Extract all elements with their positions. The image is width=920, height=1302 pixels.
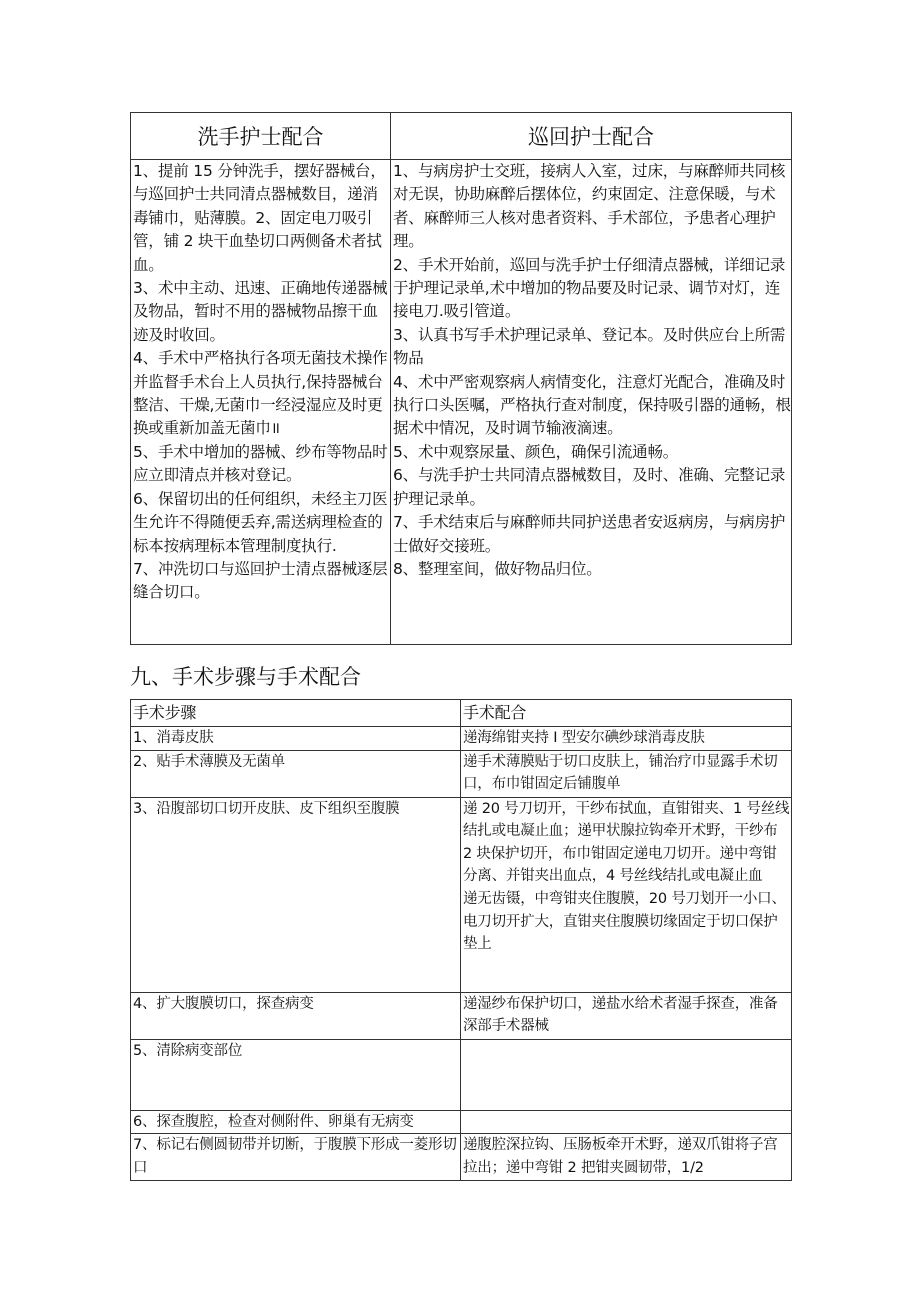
circulating-item: 1、与病房护士交班，接病人入室，过床，与麻醉师共同核对无误，协助麻醉后摆体位，约束固定、注意保暖，与术者、麻醉师三人核对患者资料、手术部位，予患者心理护理。 bbox=[393, 162, 786, 251]
step-cell: 5、清除病变部位 bbox=[131, 1039, 461, 1110]
step-cell: 2、贴手术薄膜及无菌单 bbox=[131, 750, 461, 797]
circulating-item: 8、整理室间，做好物品归位。 bbox=[393, 559, 602, 578]
table-row bbox=[131, 1110, 792, 1134]
circulating-item: 4、术中严密观察病人病情变化，注意灯光配合，准确及时执行口头医嘱，严格执行查对制度，保持吸引器的通畅，根据术中情况，及时调节输液滴速。 bbox=[393, 372, 791, 438]
cooperation-cell bbox=[461, 750, 792, 797]
table-row bbox=[131, 727, 792, 751]
step-cell: 4、扩大腹膜切口，探查病变 bbox=[131, 992, 461, 1039]
scrub-nurse-cell bbox=[131, 160, 391, 645]
surgery-steps-table bbox=[130, 699, 792, 1181]
scrub-item: 4、手术中严格执行各项无菌技术操作并监督手术台上人员执行,保持器械台整洁、干燥,无菌巾一经浸湿应及时更换或重新加盖无菌巾॥ bbox=[133, 349, 388, 438]
cooperation-text: 递腹腔深拉钩、压肠板牵开术野，递双爪钳将子宫拉出；递中弯钳 2 把钳夹圆韧带，1/2 bbox=[463, 1137, 778, 1176]
cooperation-text: 递手术薄膜贴于切口皮肤上，铺治疗巾显露手术切口，布巾钳固定后铺腹单 bbox=[463, 753, 778, 793]
table-row bbox=[131, 750, 792, 797]
step-cell: 6、探查腹腔，检查对侧附件、卵巢有无病变 bbox=[131, 1110, 461, 1134]
nurse-table-header-row bbox=[131, 113, 792, 160]
circulating-item: 2、手术开始前，巡回与洗手护士仔细清点器械，详细记录于护理记录单,术中增加的物品要及时记录、调节对灯，连接电刀.吸引管道。 bbox=[393, 255, 786, 321]
step-column-header: 手术步骤 bbox=[131, 700, 461, 727]
circulating-item: 7、手术结束后与麻醉师共同护送患者安返病房，与病房护士做好交接班。 bbox=[393, 513, 786, 555]
scrub-item: 5、手术中增加的器械、纱布等物品时应立即清点并核对登记。 bbox=[133, 442, 388, 485]
circulating-item: 5、术中观察尿量、颜色，确保引流通畅。 bbox=[393, 442, 679, 461]
cooperation-text: 递湿纱布保护切口，递盐水给术者湿手探查，准备深部手术器械 bbox=[463, 995, 778, 1035]
table-row bbox=[131, 992, 792, 1039]
cooperation-text: 递海绵钳夹持 I 型安尔碘纱球消毒皮肤 bbox=[463, 730, 705, 746]
cooperation-cell bbox=[461, 797, 792, 992]
cooperation-cell bbox=[461, 727, 792, 751]
cooperation-column-header: 手术配合 bbox=[461, 700, 792, 727]
cooperation-text: 递无齿镊，中弯钳夹住腹膜，20 号刀划开一小口、电刀切开扩大，直钳夹住腹膜切缘固定于切口保护垫上 bbox=[463, 890, 786, 953]
scrub-item: 3、术中主动、迅速、正确地传递器械及物品，暂时不用的器械物品擦干血迹及时收回。 bbox=[133, 279, 388, 344]
nurse-cooperation-table bbox=[130, 112, 792, 645]
section-title: 九、手术步骤与手术配合 bbox=[130, 665, 361, 689]
cooperation-text: 递 20 号刀切开，干纱布拭血，直钳钳夹、1 号丝线结扎或电凝止血；递甲状腺拉钩牵开术野，干纱布 2 块保护切开，布巾钳固定递电刀切开。递中弯钳分离、并钳夹出血点，4 号丝线结扎或电凝止血 bbox=[463, 800, 790, 885]
scrub-nurse-header: 洗手护士配合 bbox=[131, 113, 391, 160]
table-row bbox=[131, 1039, 792, 1110]
circulating-item: 3、认真书写手术护理记录单、登记本。及时供应台上所需物品 bbox=[393, 325, 786, 368]
step-cell: 1、消毒皮肤 bbox=[131, 727, 461, 751]
steps-table-header-row bbox=[131, 700, 792, 727]
step-cell: 3、沿腹部切口切开皮肤、皮下组织至腹膜 bbox=[131, 797, 461, 992]
scrub-item: 7、冲洗切口与巡回护士清点器械逐层缝合切口。 bbox=[133, 559, 388, 602]
cooperation-cell bbox=[461, 1039, 792, 1110]
scrub-item: 1、提前 15 分钟洗手，摆好器械台，与巡回护士共同清点器械数目，递消毒铺巾，贴薄膜。2、固定电刀吸引管，铺 2 块干血垫切口两侧备术者拭血。 bbox=[133, 162, 386, 274]
table-row bbox=[131, 797, 792, 992]
step-cell: 7、标记右侧圆韧带并切断，于腹膜下形成一菱形切口 bbox=[131, 1134, 461, 1181]
table-row bbox=[131, 1134, 792, 1181]
cooperation-cell bbox=[461, 992, 792, 1039]
circulating-nurse-cell bbox=[391, 160, 792, 645]
scrub-item: 6、保留切出的任何组织，未经主刀医生允许不得随便丢弃,需送病理检查的标本按病理标本管理制度执行. bbox=[133, 489, 388, 555]
circulating-nurse-header: 巡回护士配合 bbox=[391, 113, 792, 160]
circulating-item: 6、与洗手护士共同清点器械数目，及时、准确、完整记录护理记录单。 bbox=[393, 466, 786, 508]
cooperation-cell bbox=[461, 1110, 792, 1134]
cooperation-cell bbox=[461, 1134, 792, 1181]
nurse-table-body-row bbox=[131, 160, 792, 645]
